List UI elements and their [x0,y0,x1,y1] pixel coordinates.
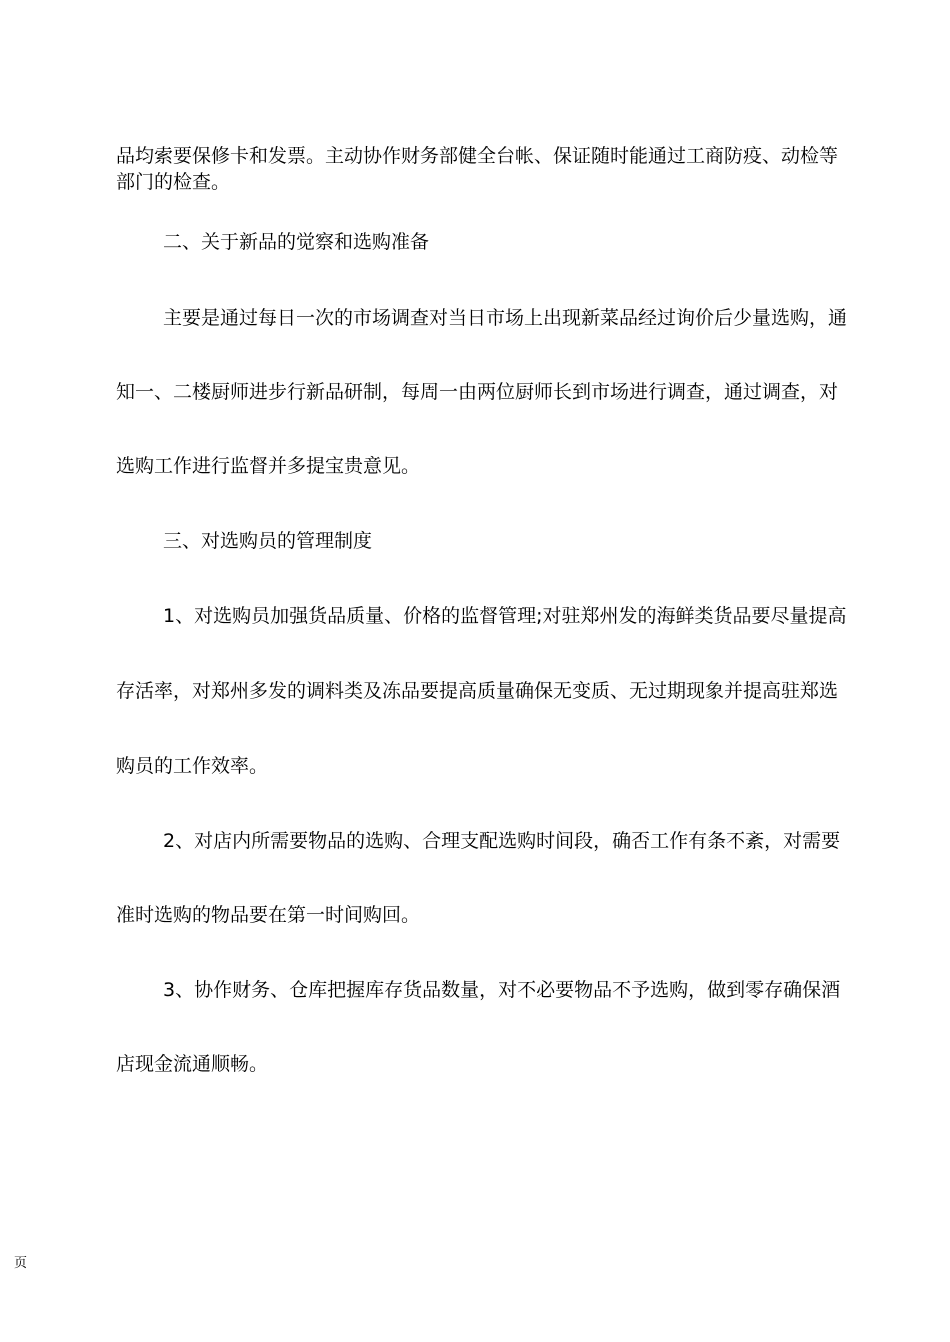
paragraph-line: 选购工作进行监督并多提宝贵意见。 [116,455,421,477]
list-item-line: 1、对选购员加强货品质量、价格的监督管理;对驻郑州发的海鲜类货品要尽量提高 [163,605,847,627]
paragraph-line: 主要是通过每日一次的市场调查对当日市场上出现新菜品经过询价后少量选购，通 [163,307,848,329]
paragraph-line: 知一、二楼厨师进步行新品研制，每周一由两位厨师长到市场进行调查，通过调查，对 [116,381,839,403]
list-item-line: 3、协作财务、仓库把握库存货品数量，对不必要物品不予选购，做到零存确保酒 [163,979,841,1001]
list-item-line: 存活率，对郑州多发的调料类及冻品要提高质量确保无变质、无过期现象并提高驻郑选 [116,680,839,702]
page-footer-label: 页 [14,1256,28,1271]
list-item-line: 准时选购的物品要在第一时间购回。 [116,904,421,926]
list-item-line: 2、对店内所需要物品的选购、合理支配选购时间段，确否工作有条不紊，对需要 [163,830,841,852]
section-heading-buyer-management: 三、对选购员的管理制度 [163,530,373,552]
section-heading-new-products: 二、关于新品的觉察和选购准备 [163,231,430,253]
list-item-line: 店现金流通顺畅。 [116,1053,269,1075]
paragraph-line: 部门的检查。 [116,171,231,193]
list-item-line: 购员的工作效率。 [116,755,269,777]
paragraph-line: 品均索要保修卡和发票。主动协作财务部健全台帐、保证随时能通过工商防疫、动检等 [116,145,839,167]
